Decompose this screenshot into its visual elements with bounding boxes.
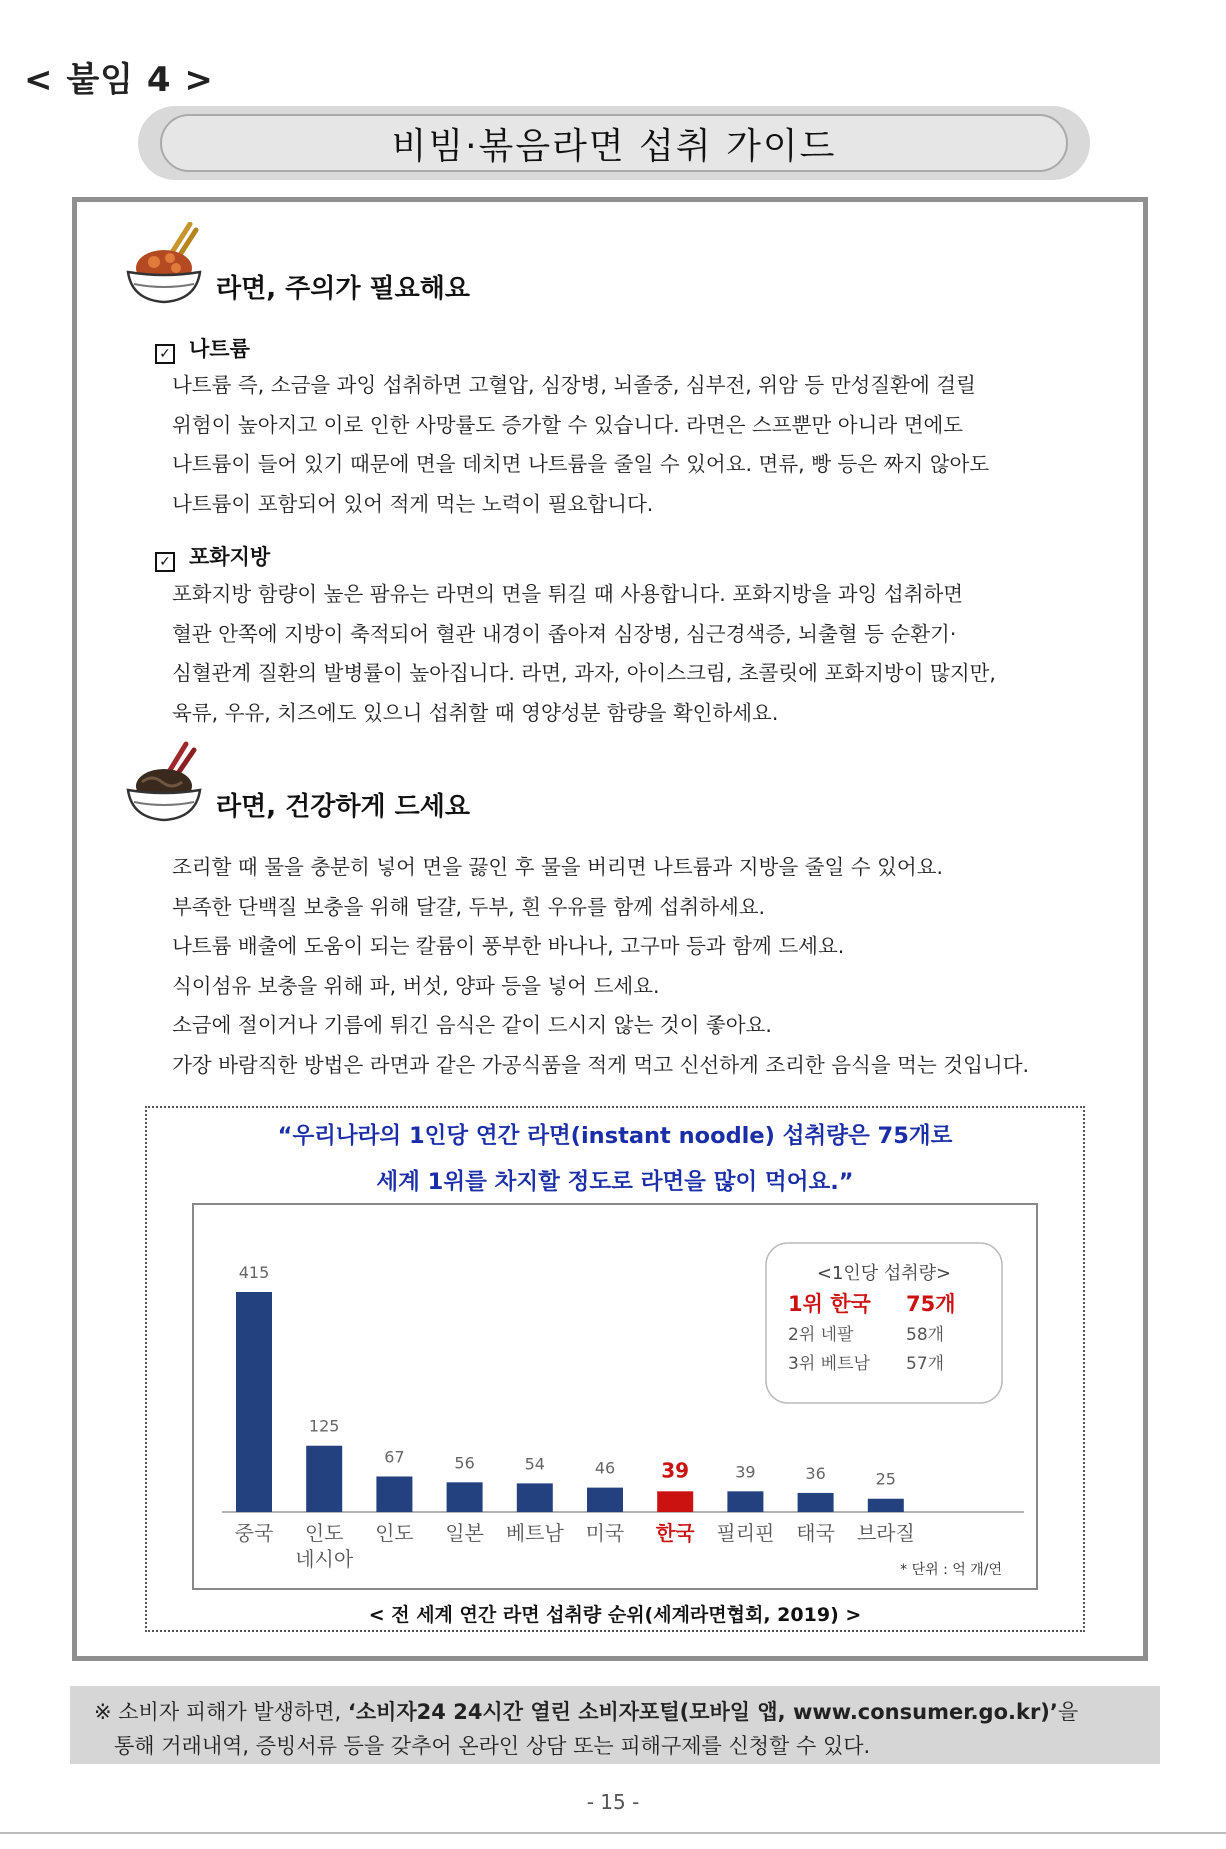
paragraph-line: 심혈관계 질환의 발병률이 높아집니다. 라면, 과자, 아이스크림, 초콜릿에 포화지방이 많지만, bbox=[172, 661, 996, 685]
per-capita-rank: 2위 네팔 bbox=[788, 1325, 854, 1345]
category-label: 인도 bbox=[375, 1521, 414, 1545]
tip-line: 나트륨 배출에 도움이 되는 칼륨이 풍부한 바나나, 고구마 등과 함께 드세요. bbox=[172, 934, 845, 958]
bar-10 bbox=[868, 1499, 904, 1512]
sodium-paragraph bbox=[172, 366, 989, 524]
paragraph-line: 혈관 안쪽에 지방이 축적되어 혈관 내경이 좁아져 심장병, 심근경색증, 뇌출혈 등 순환기· bbox=[172, 621, 957, 646]
sodium-heading bbox=[155, 333, 250, 363]
chart-caption: < 전 세계 연간 라면 섭취량 순위(세계라면협회, 2019) > bbox=[368, 1604, 862, 1626]
notice-line-2: 통해 거래내역, 증빙서류 등을 갖추어 온라인 상담 또는 피해구제를 신청할 수 있다. bbox=[114, 1734, 871, 1758]
paragraph-line: 나트륨이 포함되어 있어 적게 먹는 노력이 필요합니다. bbox=[172, 491, 654, 516]
bar-9 bbox=[798, 1493, 834, 1512]
bar-value-label: 46 bbox=[594, 1458, 616, 1478]
paragraph-line: 포화지방 함량이 높은 팜유는 라면의 면을 튀길 때 사용합니다. 포화지방을 과잉 섭취하면 bbox=[172, 582, 964, 606]
category-label: 중국 bbox=[234, 1521, 274, 1545]
bar-value-label: 39 bbox=[735, 1462, 756, 1482]
per-capita-rank: 1위 한국 bbox=[788, 1292, 871, 1316]
checkbox-icon: ✓ bbox=[155, 552, 175, 572]
paragraph-line: 육류, 우유, 치즈에도 있으니 섭취할 때 영양성분 함량을 확인하세요. bbox=[172, 700, 779, 725]
per-capita-box bbox=[766, 1243, 1002, 1403]
noodle-bowl-icon bbox=[124, 740, 204, 822]
category-label: 베트남 bbox=[505, 1521, 564, 1545]
category-label: 미국 bbox=[585, 1521, 625, 1545]
checkbox-icon: ✓ bbox=[155, 344, 175, 364]
quote-line-1: “우리나라의 1인당 연간 라면(instant noodle) 섭취량은 75개로 bbox=[277, 1123, 953, 1149]
bar-2 bbox=[306, 1446, 342, 1512]
bar-7 bbox=[657, 1491, 693, 1512]
section1-title: 라면, 주의가 필요해요 bbox=[216, 274, 471, 304]
bar-value-label: 39 bbox=[661, 1458, 690, 1483]
page-title-banner bbox=[138, 106, 1090, 180]
saturated-fat-heading-label: 포화지방 bbox=[189, 545, 271, 569]
category-label: 브라질 bbox=[856, 1521, 915, 1545]
chart-container bbox=[192, 1203, 1038, 1590]
bar-value-label: 54 bbox=[524, 1454, 545, 1474]
category-label: 한국 bbox=[655, 1521, 695, 1545]
tips-list bbox=[172, 848, 1029, 1085]
page-bottom-rule bbox=[0, 1832, 1226, 1834]
bar-value-label: 67 bbox=[384, 1447, 405, 1467]
per-capita-title: <1인당 섭취량> bbox=[816, 1263, 952, 1284]
saturated-fat-heading bbox=[155, 541, 270, 571]
tip-line: 조리할 때 물을 충분히 넣어 면을 끓인 후 물을 버리면 나트륨과 지방을 줄일 수 있어요. bbox=[172, 855, 944, 879]
section2-title: 라면, 건강하게 드세요 bbox=[216, 792, 471, 822]
notice-line-1 bbox=[94, 1696, 1078, 1726]
consumer-portal-link[interactable]: ‘소비자24 24시간 열린 소비자포털(모바일 앱, www.consumer.go.kr)’ bbox=[347, 1700, 1058, 1724]
paragraph-line: 나트륨 즉, 소금을 과잉 섭취하면 고혈압, 심장병, 뇌졸중, 심부전, 위암 등 만성질환에 걸릴 bbox=[172, 373, 976, 397]
paragraph-line: 나트륨이 들어 있기 때문에 면을 데치면 나트륨을 줄일 수 있어요. 면류, 빵 등은 짜지 않아도 bbox=[172, 452, 990, 476]
bar-value-label: 56 bbox=[454, 1453, 475, 1473]
notice-prefix: ※ 소비자 피해가 발생하면, bbox=[94, 1700, 348, 1724]
category-label: 일본 bbox=[445, 1521, 484, 1545]
bar-value-label: 36 bbox=[805, 1463, 826, 1483]
tip-line: 가장 바람직한 방법은 라면과 같은 가공식품을 적게 먹고 신선하게 조리한 음식을 먹는 것입니다. bbox=[172, 1052, 1030, 1077]
unit-note: * 단위 : 억 개/연 bbox=[900, 1562, 1002, 1578]
per-capita-value: 57개 bbox=[906, 1354, 945, 1374]
ramen-bowl-icon bbox=[124, 222, 204, 304]
page-title: 비빔·볶음라면 섭취 가이드 bbox=[160, 114, 1068, 172]
category-label: 태국 bbox=[796, 1521, 835, 1545]
per-capita-rank: 3위 베트남 bbox=[788, 1354, 870, 1374]
tip-line: 부족한 단백질 보충을 위해 달걀, 두부, 흰 우유를 함께 섭취하세요. bbox=[172, 894, 766, 919]
bar-8 bbox=[727, 1491, 763, 1512]
paragraph-line: 위험이 높아지고 이로 인한 사망률도 증가할 수 있습니다. 라면은 스프뿐만 아니라 면에도 bbox=[172, 412, 964, 437]
per-capita-value: 58개 bbox=[906, 1325, 945, 1345]
notice-suffix: 을 bbox=[1057, 1700, 1079, 1724]
tip-line: 소금에 절이거나 기름에 튀긴 음식은 같이 드시지 않는 것이 좋아요. bbox=[172, 1013, 772, 1037]
bar-5 bbox=[517, 1483, 553, 1512]
category-label: 필리핀 bbox=[716, 1521, 775, 1545]
appendix-label: < 붙임 4 > bbox=[24, 60, 214, 100]
per-capita-value: 75개 bbox=[906, 1292, 956, 1316]
saturated-fat-paragraph bbox=[172, 575, 996, 733]
quote-line-2: 세계 1위를 차지할 정도로 라면을 많이 먹어요.” bbox=[376, 1169, 854, 1195]
notice-box bbox=[70, 1686, 1160, 1764]
tip-line: 식이섬유 보충을 위해 파, 버섯, 양파 등을 넣어 드세요. bbox=[172, 973, 660, 998]
bar-value-label: 25 bbox=[875, 1469, 896, 1489]
category-label: 인도 bbox=[304, 1521, 344, 1545]
bar-6 bbox=[587, 1488, 623, 1512]
bar-value-label: 415 bbox=[238, 1263, 270, 1282]
sodium-heading-label: 나트륨 bbox=[189, 337, 250, 361]
bar-4 bbox=[447, 1482, 483, 1512]
category-label: 네시아 bbox=[295, 1547, 354, 1571]
page-number: - 15 - bbox=[586, 1790, 640, 1814]
bar-1 bbox=[236, 1292, 272, 1512]
bar-value-label: 125 bbox=[308, 1416, 340, 1436]
bar-3 bbox=[376, 1476, 412, 1512]
ramen-consumption-chart bbox=[194, 1205, 1036, 1588]
